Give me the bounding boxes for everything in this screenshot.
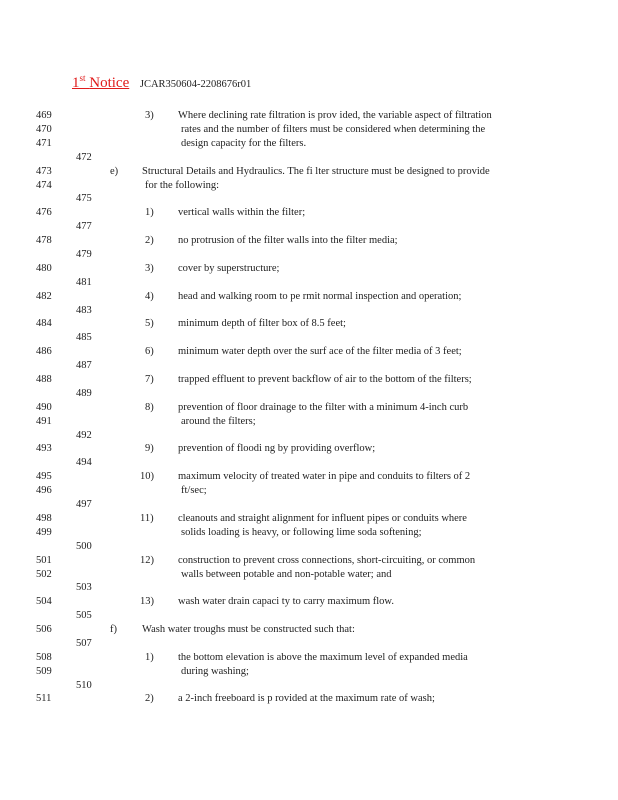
- line-number: 494: [76, 457, 92, 468]
- line-number: 483: [76, 305, 92, 316]
- line-number: 474: [36, 180, 52, 191]
- body-text-line: rates and the number of filters must be considered when determining the: [181, 124, 486, 135]
- body-text-line: trapped effluent to prevent backflow of air to the bottom of the filters;: [178, 374, 472, 385]
- body-text-line: maximum velocity of treated water in pipe and conduits to filters of 2: [178, 471, 471, 482]
- line-number: 497: [76, 499, 92, 510]
- body-text-line: minimum water depth over the surf ace of the filter media of 3 feet;: [178, 346, 462, 357]
- line-number: 502: [36, 569, 52, 580]
- line-number: 477: [76, 221, 92, 232]
- item-marker: e): [110, 166, 119, 177]
- document-id: JCAR350604-2208676r01: [139, 79, 252, 90]
- body-text-line: around the filters;: [181, 416, 256, 427]
- body-text-line: vertical walls within the filter;: [178, 207, 306, 218]
- line-number: 481: [76, 277, 92, 288]
- line-number: 490: [36, 402, 52, 413]
- line-number: 503: [76, 582, 92, 593]
- body-text-line: prevention of floodi ng by providing overflow;: [178, 443, 376, 454]
- line-number: 476: [36, 207, 52, 218]
- body-text-line: construction to prevent cross connections, short-circuiting, or common: [178, 555, 476, 566]
- line-number: 478: [36, 235, 52, 246]
- line-number: 470: [36, 124, 52, 135]
- body-text-line: minimum depth of filter box of 8.5 feet;: [178, 318, 346, 329]
- page-header: [72, 73, 251, 92]
- item-marker: 12): [140, 555, 154, 566]
- body-text-line: Structural Details and Hydraulics. The fi lter structure must be designed to provide: [142, 166, 490, 177]
- line-number: 496: [36, 485, 52, 496]
- item-marker: 10): [140, 471, 154, 482]
- body-text-line: during washing;: [181, 666, 249, 677]
- body-text-line: a 2-inch freeboard is p rovided at the maximum rate of wash;: [178, 693, 435, 704]
- line-number: 473: [36, 166, 52, 177]
- line-number: 500: [76, 541, 92, 552]
- body-text-line: ft/sec;: [181, 485, 207, 496]
- body-text-line: Wash water troughs must be constructed such that:: [142, 624, 355, 635]
- notice-label: 1st Notice: [72, 73, 130, 91]
- item-marker: 7): [145, 374, 154, 385]
- line-number: 495: [36, 471, 52, 482]
- line-number: 485: [76, 332, 92, 343]
- body-text-line: for the following:: [145, 180, 220, 191]
- line-number: 499: [36, 527, 52, 538]
- line-number: 506: [36, 624, 52, 635]
- item-marker: 4): [145, 291, 154, 302]
- line-number: 511: [36, 693, 52, 704]
- line-number: 510: [76, 680, 92, 691]
- body-text-line: Where declining rate filtration is prov ided, the variable aspect of filtration: [178, 110, 492, 121]
- body-text-line: prevention of floor drainage to the filter with a minimum 4-inch curb: [178, 402, 469, 413]
- body-text-line: cover by superstructure;: [178, 263, 280, 274]
- line-number: 472: [76, 152, 92, 163]
- item-marker: 5): [145, 318, 154, 329]
- body-text-line: design capacity for the filters.: [181, 138, 307, 149]
- line-number: 501: [36, 555, 52, 566]
- line-number: 488: [36, 374, 52, 385]
- line-number: 486: [36, 346, 52, 357]
- item-marker: 9): [145, 443, 154, 454]
- item-marker: 11): [140, 513, 154, 524]
- body-text-line: head and walking room to pe rmit normal inspection and operation;: [178, 291, 462, 302]
- line-number: 504: [36, 596, 52, 607]
- line-number: 484: [36, 318, 52, 329]
- line-number: 487: [76, 360, 92, 371]
- body-text-line: walls between potable and non-potable water; and: [181, 569, 392, 580]
- item-marker: f): [110, 624, 117, 635]
- line-number: 491: [36, 416, 52, 427]
- item-marker: 6): [145, 346, 154, 357]
- item-marker: 1): [145, 652, 154, 663]
- body-text-line: the bottom elevation is above the maximum level of expanded media: [178, 652, 468, 663]
- body-text-line: no protrusion of the filter walls into the filter media;: [178, 235, 398, 246]
- body-text-line: wash water drain capaci ty to carry maximum flow.: [178, 596, 394, 607]
- line-number: 471: [36, 138, 52, 149]
- item-marker: 1): [145, 207, 154, 218]
- body-text-line: cleanouts and straight alignment for influent pipes or conduits where: [178, 513, 467, 524]
- item-marker: 2): [145, 693, 154, 704]
- line-number: 508: [36, 652, 52, 663]
- line-number: 479: [76, 249, 92, 260]
- line-number: 492: [76, 430, 92, 441]
- line-number: 475: [76, 193, 92, 204]
- item-marker: 13): [140, 596, 154, 607]
- item-marker: 2): [145, 235, 154, 246]
- line-number: 498: [36, 513, 52, 524]
- item-marker: 3): [145, 110, 154, 121]
- body-text-line: solids loading is heavy, or following lime soda softening;: [181, 527, 422, 538]
- line-number: 482: [36, 291, 52, 302]
- line-number: 509: [36, 666, 52, 677]
- line-number: 480: [36, 263, 52, 274]
- item-marker: 8): [145, 402, 154, 413]
- line-number: 505: [76, 610, 92, 621]
- item-marker: 3): [145, 263, 154, 274]
- line-number: 469: [36, 110, 52, 121]
- line-number: 493: [36, 443, 52, 454]
- line-number: 489: [76, 388, 92, 399]
- line-number: 507: [76, 638, 92, 649]
